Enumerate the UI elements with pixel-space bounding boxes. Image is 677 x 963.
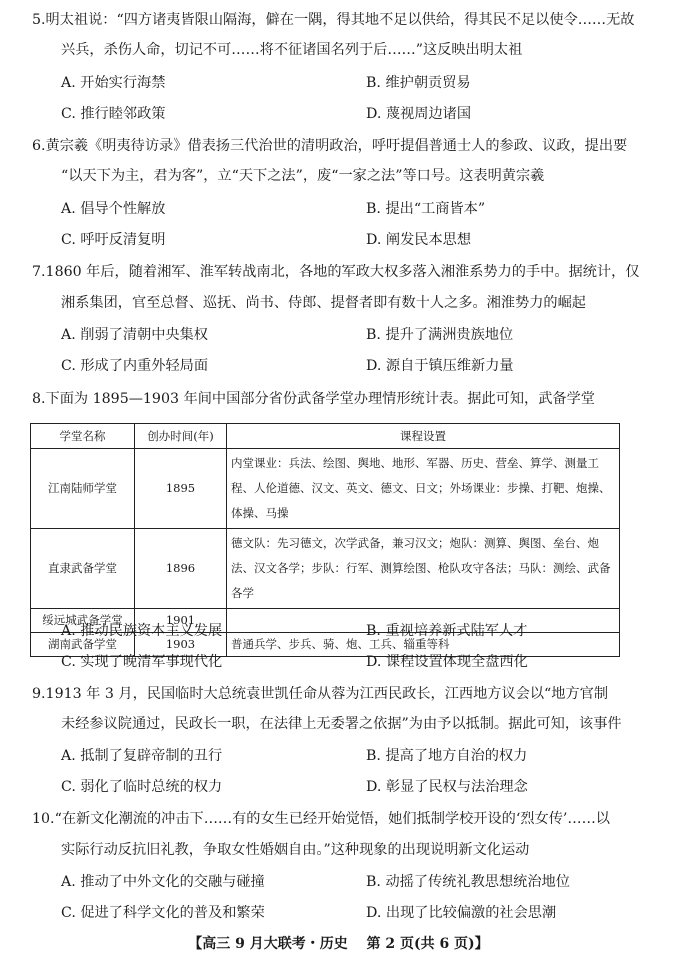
page-footer [0, 933, 677, 953]
q10-option-d: D. 出现了比较偏激的社会思潮 [366, 905, 557, 921]
q10-option-b: B. 动摇了传统礼教思想统治地位 [366, 874, 570, 890]
q6-option-c: C. 呼吁反清复明 [61, 232, 166, 248]
table-cell-year: 1903 [135, 633, 227, 657]
q5-option-d: D. 蔑视周边诸国 [366, 106, 472, 122]
q10-stem-line2: 实际行动反抗旧礼教，争取女性婚姻自由。”这种现象的出现说明新文化运动 [61, 842, 530, 858]
q6-stem-line1: 6.黄宗羲《明夷待访录》借表扬三代治世的清明政治，呼吁提倡普通士人的参政、议政，提出要 [32, 138, 628, 154]
q9-option-c: C. 弱化了临时总统的权力 [61, 779, 223, 795]
q9-option-d: D. 彰显了民权与法治理念 [366, 779, 528, 795]
q10-stem-line1: 10.“在新文化潮流的冲击下……有的女生已经开始觉悟，她们抵制学校开设的‘烈女传’……以 [32, 811, 610, 827]
table-cell-year: 1901 [135, 609, 227, 633]
q5-stem-line2: 兴兵，杀伤人命，切记不可……将不征诸国名列于后……”这反映出明太祖 [61, 42, 523, 58]
table-cell-school: 直隶武备学堂 [31, 529, 135, 609]
footer-page-number: 第 2 页(共 6 页)】 [366, 936, 489, 952]
q9-stem-line2: 未经参议院通过，民政长一职，在法律上无委署之依据”为由予以抵制。据此可知，该事件 [61, 716, 622, 732]
q5-option-a: A. 开始实行海禁 [61, 75, 166, 91]
footer-exam-title: 【高三 9 月大联考・历史 [188, 936, 348, 952]
q6-option-a: A. 倡导个性解放 [61, 201, 166, 217]
q7-option-d: D. 源自于镇压维新力量 [366, 358, 514, 374]
table-cell-courses: 德文队：先习德文，次学武备，兼习汉文；炮队：测算、舆图、垒台、炮法、汉文各学；步队：行军、测算绘图、枪队攻守各法；马队：测绘、武备各学 [227, 529, 620, 609]
table-cell-courses: 普通兵学、步兵、骑、炮、工兵、辎重等科 [227, 633, 620, 657]
q8-option-c: C. 实现了晚清军事现代化 [61, 654, 223, 670]
q7-option-c: C. 形成了内重外轻局面 [61, 358, 209, 374]
table-row [31, 529, 620, 609]
q7-option-a: A. 削弱了清朝中央集权 [61, 327, 208, 343]
table-cell-year: 1896 [135, 529, 227, 609]
table-cell-school: 湖南武备学堂 [31, 633, 135, 657]
table-header-year: 创办时间(年) [135, 424, 227, 449]
table-header-name: 学堂名称 [31, 424, 135, 449]
table-cell-courses: 内堂课业：兵法、绘图、舆地、地形、军器、历史、营垒、算学、测量工程、人伦道德、汉文、英文、德文、日文；外场课业：步操、打靶、炮操、体操、马操 [227, 449, 620, 529]
q9-option-b: B. 提高了地方自治的权力 [366, 748, 528, 764]
q10-option-a: A. 推动了中外文化的交融与碰撞 [61, 874, 265, 890]
table-header-row [31, 424, 620, 449]
q7-option-b: B. 提升了满洲贵族地位 [366, 327, 514, 343]
q8-stem-line1: 8.下面为 1895—1903 年间中国部分省份武备学堂办理情形统计表。据此可知，武备学堂 [32, 391, 595, 407]
q5-option-b: B. 维护朝贡贸易 [366, 75, 471, 91]
q6-stem-line2: “以天下为主，君为客”，立“天下之法”，废“一家之法”等口号。这表明黄宗羲 [61, 168, 545, 184]
table-cell-year: 1895 [135, 449, 227, 529]
table-row [31, 449, 620, 529]
table-cell-school: 江南陆师学堂 [31, 449, 135, 529]
q7-stem-line2: 湘系集团，官至总督、巡抚、尚书、侍郎、提督者即有数十人之多。湘淮势力的崛起 [61, 295, 586, 311]
q9-stem-line1: 9.1913 年 3 月，民国临时大总统袁世凯任命从蓉为江西民政长，江西地方议会以“地方官制 [32, 686, 609, 702]
q8-option-b: B. 重视培养新式陆军人才 [366, 623, 528, 639]
q8-option-a: A. 推动民族资本主义发展 [61, 623, 223, 639]
table-cell-school: 绥远城武备学堂 [31, 609, 135, 633]
q5-stem-line1: 5.明太祖说：“四方诸夷皆限山隔海，僻在一隅，得其地不足以供给，得其民不足以使令……无故 [32, 12, 635, 28]
q9-option-a: A. 抵制了复辟帝制的丑行 [61, 748, 223, 764]
q10-option-c: C. 促进了科学文化的普及和繁荣 [61, 905, 265, 921]
q7-stem-line1: 7.1860 年后，随着湘军、淮军转战南北，各地的军政大权多落入湘淮系势力的手中。据统计，仅 [32, 264, 640, 280]
q5-option-c: C. 推行睦邻政策 [61, 106, 166, 122]
table-header-courses: 课程设置 [227, 424, 620, 449]
q8-option-d: D. 课程设置体现全盘西化 [366, 654, 528, 670]
q6-option-d: D. 阐发民本思想 [366, 232, 472, 248]
q6-option-b: B. 提出“工商皆本” [366, 201, 486, 217]
